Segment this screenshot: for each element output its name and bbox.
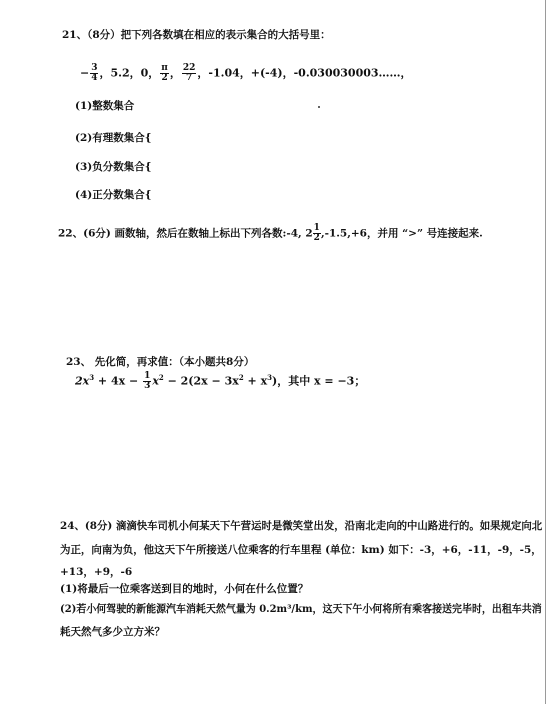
- q23-expr-c: x: [152, 374, 159, 388]
- page-edge-line: [545, 0, 546, 704]
- q21-nums-sep: ，: [169, 66, 181, 80]
- q23-expr-d: − 2(2x − 3x: [163, 374, 239, 388]
- q23-expression: [75, 372, 365, 391]
- q22-frac-den: 2: [313, 233, 320, 243]
- q23-header: 23、 先化简，再求值：（本小题共8分）: [66, 356, 255, 368]
- q23-expr-c-exp: 2: [158, 372, 164, 382]
- q23-expr-a: 2x: [75, 374, 90, 388]
- q23-expr-b: + 4x −: [94, 374, 143, 388]
- q23-expr-e: + x: [243, 374, 268, 388]
- q21-frac3: [182, 64, 197, 83]
- q23-expr-f: )，其中 x = −3；: [272, 374, 366, 388]
- q22-prefix: 22、(6分) 画数轴，然后在数轴上标出下列各数:-4, 2: [58, 227, 313, 240]
- q21-frac3-den: 7: [186, 73, 193, 83]
- q23-frac-den: 3: [144, 381, 151, 391]
- q22-frac-num: 1: [313, 223, 320, 233]
- q22-suffix: ,-1.5,+6，并用 “>” 号连接起来.: [320, 227, 483, 240]
- q24-subquestion-2-line1: (2)若小何驾驶的新能源汽车消耗天然气量为 0.2m³/km，这天下午小何将所有乘客接送完毕时，出租车共消: [60, 603, 542, 615]
- q21-nums-mid: ，5.2，0，: [99, 66, 160, 80]
- q21-frac2-num: π: [161, 63, 168, 73]
- q21-frac1-sign: −: [80, 66, 90, 80]
- q21-item-integers: (1)整数集合: [75, 100, 135, 112]
- q22-frac: [313, 224, 321, 243]
- q23-expr-d-exp: 2: [238, 372, 244, 382]
- q24-line2: 为正，向南为负，他这天下午所接送八位乘客的行车里程 (单位：km) 如下：-3，+6，-11，-9，-5，: [60, 544, 542, 556]
- q21-frac1-den: 4: [91, 73, 98, 83]
- q23-frac-num: 1: [144, 371, 151, 381]
- q21-frac2: [160, 64, 169, 83]
- q21-frac3-num: 22: [182, 63, 196, 73]
- q21-frac2-den: 2: [161, 73, 168, 83]
- q23-expr-a-exp: 3: [89, 372, 95, 382]
- stray-mark: [318, 106, 320, 108]
- q24-subquestion-2-line2: 耗天然气多少立方米？: [60, 626, 165, 638]
- q24-line1: 24、(8分) 滴滴快车司机小何某天下午营运时是微笑堂出发，沿南北走向的中山路进行的。如果规定向北: [60, 520, 543, 532]
- q21-item-positive-fractions: (4)正分数集合{: [75, 189, 152, 201]
- q24-line3: +13，+9，-6: [60, 566, 133, 578]
- q21-nums-rest: ，-1.04，+(-4)，-0.030030003……，: [197, 66, 412, 80]
- q21-item-rationals: (2)有理数集合{: [75, 132, 152, 144]
- q21-frac1-num: 3: [91, 63, 98, 73]
- q21-frac1: [90, 64, 98, 83]
- q21-number-list: [80, 64, 412, 83]
- q21-header: 21、（8分）把下列各数填在相应的表示集合的大括号里：: [62, 29, 331, 41]
- q24-subquestion-1: (1)将最后一位乘客送到目的地时，小何在什么位置？: [60, 583, 309, 595]
- q21-item-negative-fractions: (3)负分数集合{: [75, 161, 152, 173]
- q22-text: [58, 224, 483, 243]
- q23-frac: [143, 372, 151, 391]
- q23-expr-e-exp: 3: [267, 372, 272, 382]
